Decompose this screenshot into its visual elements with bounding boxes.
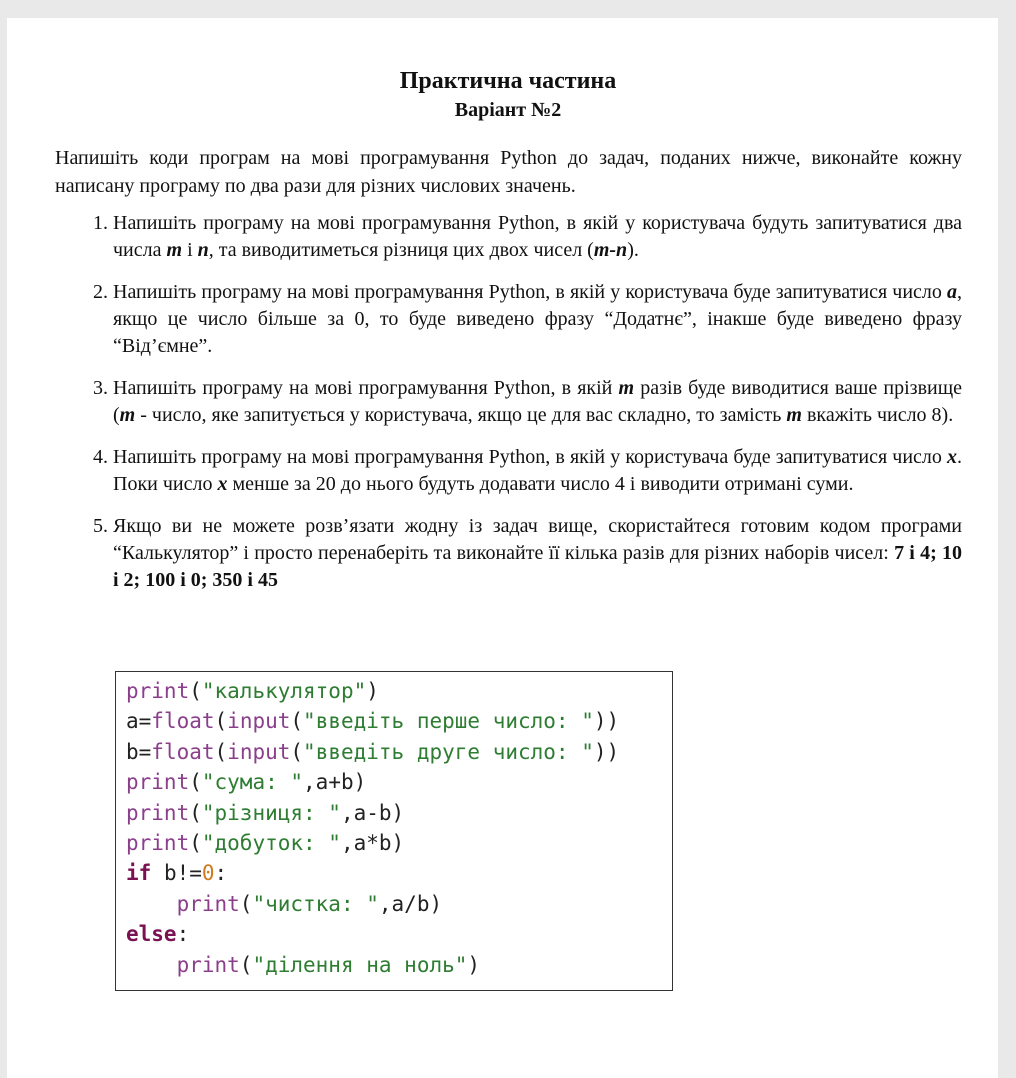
task-item	[113, 210, 962, 264]
task-text: , та виводитиметься різниця цих двох чисел (	[208, 239, 594, 261]
code-token: 0	[201, 861, 215, 886]
code-token	[126, 892, 177, 916]
code-token: (	[214, 709, 228, 734]
task-item	[113, 279, 962, 360]
code-token: "різниця: "	[201, 800, 341, 825]
code-block	[115, 671, 673, 991]
code-token: b!=	[151, 861, 202, 886]
code-token: "чистка: "	[252, 891, 379, 916]
code-line	[126, 676, 672, 706]
task-text: . Поки число	[113, 446, 962, 495]
task-text: x	[217, 473, 228, 495]
code-token: "введіть перше число: "	[303, 709, 594, 734]
code-token: "сума: "	[201, 770, 304, 795]
task-text: Напишіть програму на мові програмування Python, в якій у користувача будуть запитуватися два числа	[113, 212, 962, 261]
code-token: b=	[126, 739, 152, 764]
task-text: m	[119, 404, 136, 426]
code-token: print	[176, 952, 240, 977]
code-token	[126, 953, 177, 977]
task-text: m	[166, 239, 183, 261]
code-token: ,a-b)	[340, 800, 405, 825]
code-line	[126, 919, 672, 949]
page-title: Практична частина	[399, 68, 617, 94]
code-token: (	[189, 679, 202, 703]
task-text: менше за 20 до нього будуть додавати число 4 і виводити отримані суми.	[227, 473, 854, 495]
code-line	[126, 737, 672, 767]
code-token: input	[227, 739, 291, 764]
code-token: (	[290, 709, 304, 734]
code-line	[126, 767, 672, 797]
code-token: else	[126, 922, 177, 947]
task-text: m-n	[593, 239, 628, 261]
code-token: (	[189, 800, 202, 825]
task-text: вкажіть число 8).	[801, 404, 954, 426]
code-line	[126, 798, 672, 828]
task-list	[55, 210, 962, 609]
task-text: Напишіть програму на мові програмування Python, в якій у користувача буде запитуватися число	[113, 281, 947, 303]
code-token: :	[176, 922, 190, 947]
code-line	[126, 706, 672, 736]
code-token: float	[151, 709, 215, 734]
code-token: ,a/b)	[378, 891, 443, 916]
code-token: "введіть друге число: "	[303, 739, 594, 764]
code-token: (	[290, 739, 304, 764]
task-text: ).	[627, 239, 639, 261]
task-text: Якщо ви не можете розв’язати жодну із задач вище, скористайтеся готовим кодом програми “Калькулятор” і просто перенаберіть та виконайте її кілька разів для різних наборів чисел:	[113, 515, 962, 564]
code-token: (	[239, 952, 253, 977]
code-token: if	[126, 861, 152, 886]
code-line	[126, 950, 672, 980]
code-token: ))	[593, 709, 620, 734]
code-token: ,a+b)	[303, 770, 367, 795]
code-token: )	[366, 679, 379, 703]
task-text: Напишіть програму на мові програмування Python, в якій у користувача буде запитуватися число	[113, 446, 947, 468]
code-token: ,a*b)	[340, 831, 405, 856]
code-token: print	[126, 831, 190, 856]
task-text: m	[786, 404, 802, 426]
task-item	[113, 444, 962, 498]
code-token: print	[126, 679, 190, 703]
variant-subtitle: Варіант №2	[454, 99, 562, 121]
code-line	[126, 889, 672, 919]
task-text: і	[182, 239, 198, 261]
code-token: (	[189, 831, 202, 856]
code-token: "калькулятор"	[201, 679, 367, 703]
code-line	[126, 858, 672, 888]
task-text: разів буде виводитися ваше прізвище (	[113, 377, 962, 426]
intro-paragraph: Напишіть коди програм на мові програмування Python до задач, поданих нижче, виконайте кожну написану програму по два рази для різних числових значень.	[55, 147, 962, 197]
code-token: ))	[593, 739, 620, 764]
task-text: n	[197, 239, 209, 261]
code-token: a=	[126, 709, 152, 734]
code-token: )	[467, 952, 481, 977]
code-token: input	[227, 709, 291, 734]
task-text: - число, яке запитується у користувача, якщо це для вас складно, то замість	[135, 404, 787, 426]
task-text: m	[618, 377, 635, 399]
task-item	[113, 513, 962, 594]
code-token: "добуток: "	[201, 831, 341, 856]
code-line	[126, 828, 672, 858]
code-token: "ділення на ноль"	[252, 952, 468, 977]
code-token: (	[214, 739, 228, 764]
task-text: 7 і 4; 10 і 2; 100 і 0; 350 і 45	[113, 542, 962, 591]
task-item	[113, 375, 962, 429]
code-token: (	[239, 891, 253, 916]
task-text: x	[947, 446, 957, 468]
task-text: Напишіть програму на мові програмування Python, в якій	[113, 377, 619, 399]
code-token: :	[214, 861, 228, 886]
task-text: , якщо це число більше за 0, то буде виведено фразу “Додатнє”, інакше буде виведено фразу “Від’ємне”.	[113, 281, 962, 357]
code-token: print	[126, 770, 190, 795]
code-token: print	[176, 891, 240, 916]
task-text: a	[947, 281, 957, 303]
code-token: (	[189, 770, 202, 795]
code-token: print	[126, 800, 190, 825]
code-token: float	[151, 739, 215, 764]
